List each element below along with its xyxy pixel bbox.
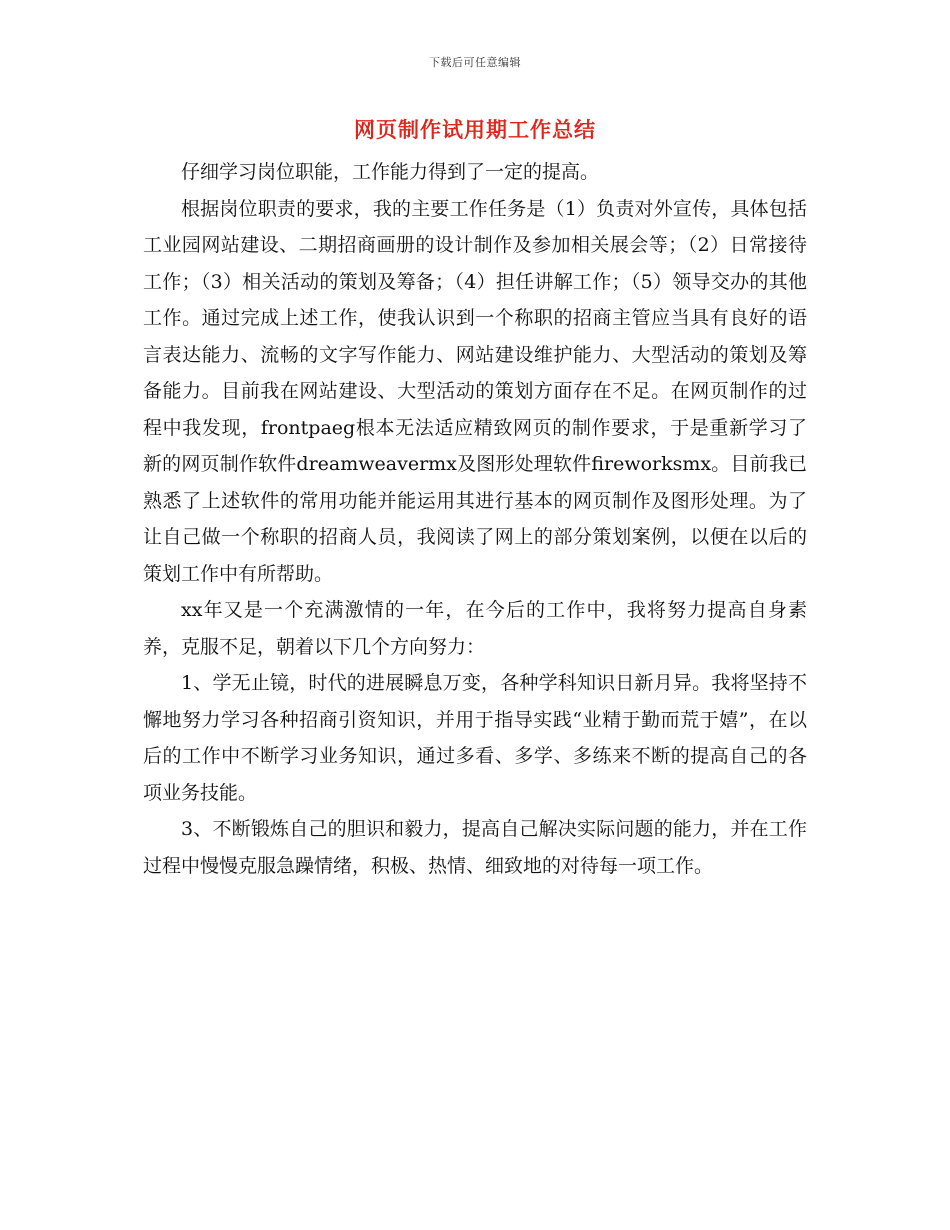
- document-title: 网页制作试用期工作总结: [354, 117, 596, 142]
- header-note: 下载后可任意编辑: [429, 56, 521, 69]
- paragraph-4: 1、学无止镜，时代的进展瞬息万变，各种学科知识日新月异。我将坚持不懈地努力学习各种招商引资知识，并用于指导实践“业精于勤而荒于嬉”，在以后的工作中不断学习业务知识，通过多看、多学、多练来不断的提高自己的各项业务技能。: [143, 672, 807, 804]
- paragraph-2: 根据岗位职责的要求，我的主要工作任务是（1）负责对外宣传，具体包括工业园网站建设、二期招商画册的设计制作及参加相关展会等；（2）日常接待工作；（3）相关活动的策划及筹备；（4）担任讲解工作；（5）领导交办的其他工作。通过完成上述工作，使我认识到一个称职的招商主管应当具有良好的语言表达能力、流畅的文字写作能力、网站建设维护能力、大型活动的策划及筹备能力。目前我在网站建设、大型活动的策划方面存在不足。在网页制作的过程中我发现，frontpaeg根本无法适应精致网页的制作要求，于是重新学习了新的网页制作软件dreamweavermx及图形处理软件fireworksmx。目前我已熟悉了上述软件的常用功能并能运用其进行基本的网页制作及图形处理。为了让自己做一个称职的招商人员，我阅读了网上的部分策划案例，以便在以后的策划工作中有所帮助。: [143, 197, 807, 585]
- document-body: [143, 154, 807, 884]
- paragraph-3: xx年又是一个充满激情的一年，在今后的工作中，我将努力提高自身素养，克服不足，朝着以下几个方向努力：: [143, 599, 807, 658]
- paragraph-1: 仔细学习岗位职能，工作能力得到了一定的提高。: [181, 161, 600, 183]
- paragraph-5: 3、不断锻炼自己的胆识和毅力，提高自己解决实际问题的能力，并在工作过程中慢慢克服急躁情绪，积极、热情、细致地的对待每一项工作。: [143, 818, 807, 877]
